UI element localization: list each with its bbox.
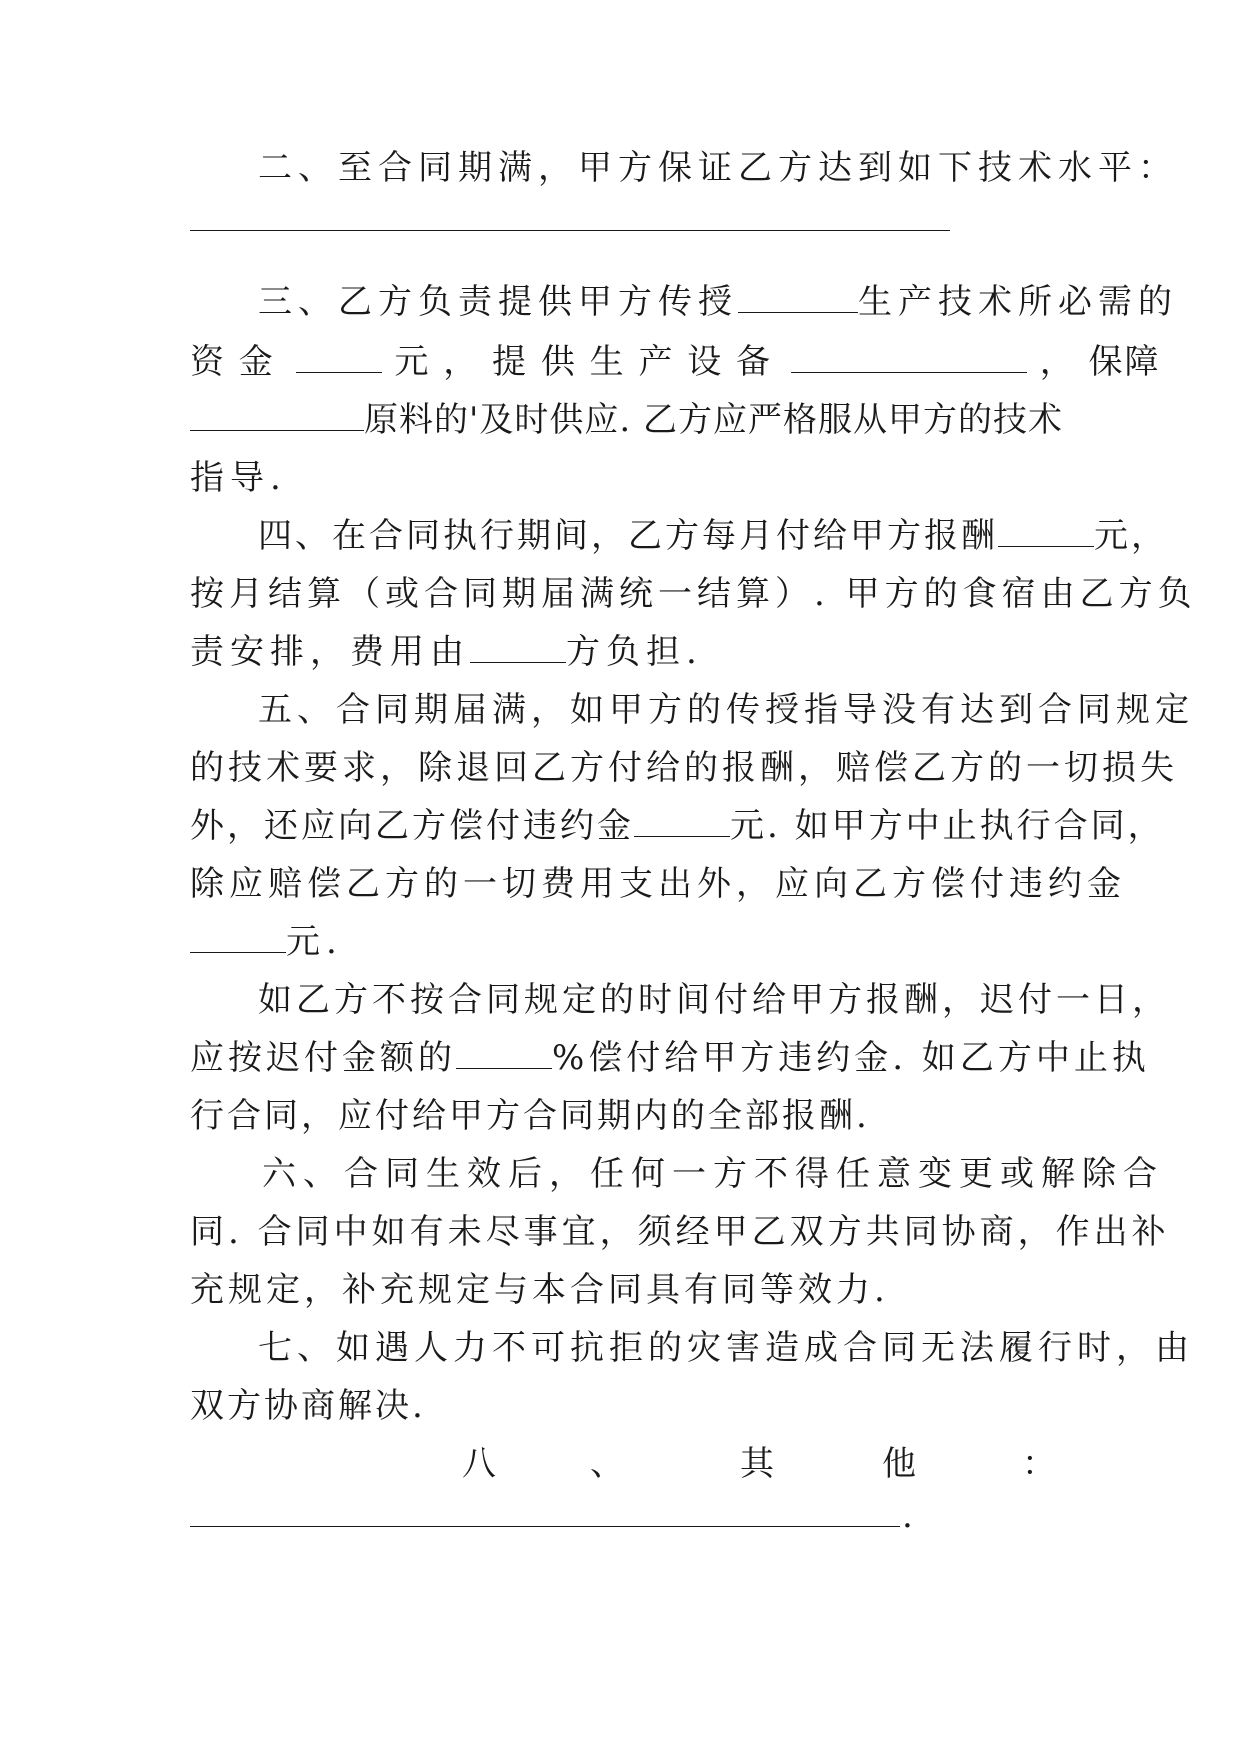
clause-8-blank-line (190, 1526, 900, 1527)
clause-3-blank-funds (296, 342, 382, 373)
clause-5b-text-a: 如乙方不按合同规定的时间付给甲方报酬，迟付一日， (258, 980, 1170, 1020)
clause-5-text-d: 元. 如甲方中止执行合同， (730, 806, 1165, 846)
clause-8-end-period: . (902, 1496, 913, 1536)
clause-4-line-2 (190, 574, 1197, 614)
clause-3-funds-label: 资 金 (190, 342, 275, 382)
clause-3-text-b: 生产技术所必需的 (858, 282, 1178, 322)
clause-3-text-c: 原料的'及时供应. 乙方应严格服从甲方的技术 (364, 400, 1063, 440)
clause-5-text-f: 元. (286, 922, 343, 962)
clause-5-line-3 (190, 806, 1165, 846)
clause-7-line-1 (258, 1328, 1194, 1368)
clause-5b-text-b: 应按迟付金额的 (190, 1038, 456, 1078)
clause-5b-line-2 (190, 1038, 1150, 1078)
clause-5-text-e: 除应赔偿乙方的一切费用支出外，应向乙方偿付违约金 (190, 864, 1126, 904)
clause-3-equipment-label: 元 ， 提 供 生 产 设 备 (394, 342, 773, 382)
clause-7-text-b: 双方协商解决. (190, 1386, 426, 1426)
clause-3-line-3 (190, 400, 1070, 440)
clause-4-text-d: 责安排，费用由 (190, 632, 470, 672)
clause-8-char-3: 其 (740, 1444, 774, 1484)
clause-4-blank-party (470, 632, 566, 663)
clause-3-blank-equipment (791, 342, 1027, 373)
clause-3-guarantee-label: ， 保障 (1039, 342, 1161, 382)
clause-5b-text-d: 行合同，应付给甲方合同期内的全部报酬. (190, 1096, 870, 1136)
clause-5-blank-penalty-2 (190, 922, 286, 953)
clause-4-text-b: 元， (1094, 516, 1168, 556)
clause-4-text-a: 四、在合同执行期间，乙方每月付给甲方报酬 (258, 516, 998, 556)
clause-3-line-1 (258, 282, 1178, 322)
clause-4-line-1 (258, 516, 1168, 556)
clause-8-char-5: ： (1022, 1444, 1056, 1484)
clause-6-text-b: 同. 合同中如有未尽事宜，须经甲乙双方共同协商，作出补 (190, 1212, 1170, 1252)
clause-5b-line-1 (258, 980, 1170, 1020)
clause-3-line-2 (190, 342, 1161, 382)
clause-3-text-a: 三、乙方负责提供甲方传授 (258, 282, 738, 322)
clause-4-blank-salary (998, 516, 1094, 547)
clause-5b-text-c: %偿付给甲方违约金. 如乙方中止执 (552, 1038, 1150, 1078)
clause-5-line-1 (258, 690, 1194, 730)
clause-3-line-4 (190, 458, 1070, 498)
clause-8-char-1: 八 (462, 1444, 496, 1484)
clause-6-text-a: 六、合同生效后，任何一方不得任意变更或解除合 (262, 1154, 1164, 1194)
clause-8-line-1 (462, 1444, 1062, 1484)
clause-4-line-3 (190, 632, 1070, 672)
clause-3-blank-materials (190, 400, 364, 431)
clause-6-line-1 (262, 1154, 1164, 1194)
clause-2-blank-line (190, 230, 950, 231)
clause-7-text-a: 七、如遇人力不可抗拒的灾害造成合同无法履行时，由 (258, 1328, 1194, 1368)
clause-7-line-2 (190, 1386, 1070, 1426)
clause-6-line-2 (190, 1212, 1170, 1252)
clause-2-text: 二、至合同期满，甲方保证乙方达到如下技术水平： (258, 148, 1178, 188)
clause-5-blank-penalty (634, 806, 730, 837)
clause-3-blank-technique (738, 282, 858, 313)
clause-8-char-2: 、 (590, 1444, 624, 1484)
clause-5-line-5 (190, 922, 1070, 962)
clause-5-text-b: 的技术要求，除退回乙方付给的报酬，赔偿乙方的一切损失 (190, 748, 1178, 788)
clause-2-line-1 (258, 148, 1178, 188)
clause-8-char-4: 他 (882, 1444, 916, 1484)
clause-5-line-4 (190, 864, 1126, 904)
clause-6-text-c: 充规定，补充规定与本合同具有同等效力. (190, 1270, 889, 1310)
clause-3-text-d: 指导. (190, 458, 287, 498)
clause-5-text-a: 五、合同期届满，如甲方的传授指导没有达到合同规定 (258, 690, 1194, 730)
clause-5b-line-3 (190, 1096, 1070, 1136)
clause-4-text-c: 按月结算（或合同期届满统一结算）. 甲方的食宿由乙方负 (190, 574, 1197, 614)
clause-4-text-e: 方负担. (566, 632, 703, 672)
clause-5-text-c: 外，还应向乙方偿付违约金 (190, 806, 634, 846)
clause-5-line-2 (190, 748, 1178, 788)
clause-6-line-3 (190, 1270, 1070, 1310)
clause-5b-blank-percent (456, 1038, 552, 1069)
